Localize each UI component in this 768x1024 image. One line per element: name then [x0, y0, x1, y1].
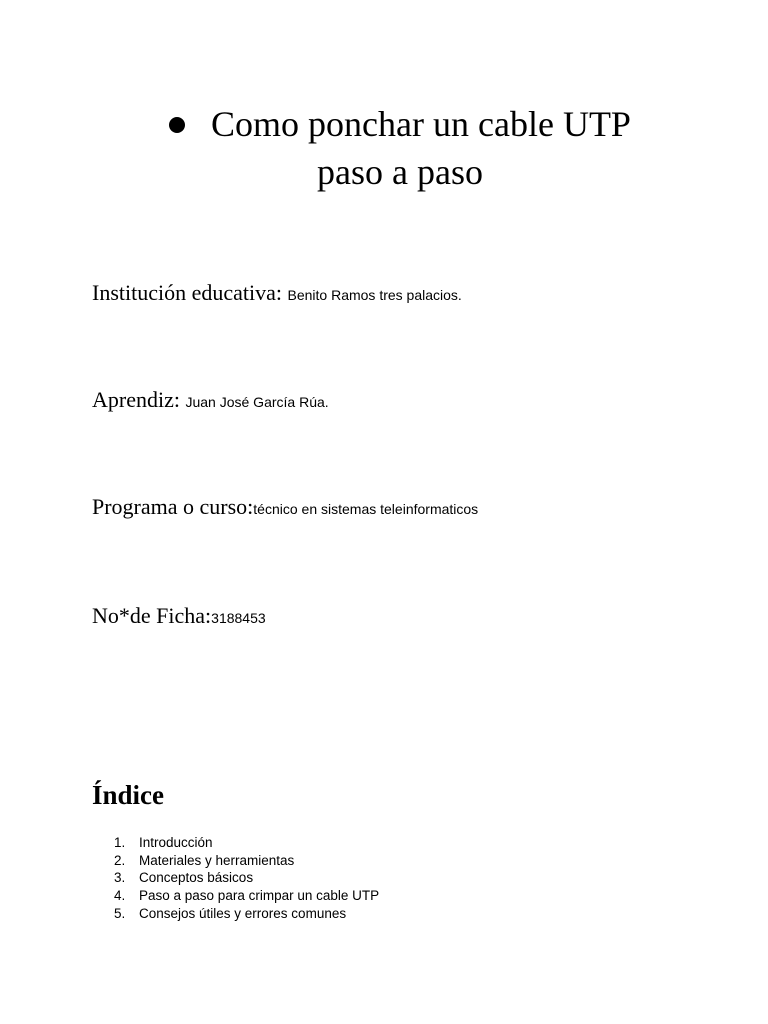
- field-apprentice: [92, 387, 329, 413]
- list-item: [114, 869, 379, 887]
- field-label: Institución educativa:: [92, 280, 288, 305]
- list-item: [114, 834, 379, 852]
- list-item-number: 4.: [114, 888, 126, 904]
- list-item: [114, 852, 379, 870]
- list-item-number: 2.: [114, 852, 126, 868]
- title-text-1: Como ponchar un cable UTP: [211, 104, 631, 144]
- list-item-text: Consejos útiles y errores comunes: [139, 905, 347, 921]
- index-heading: Índice: [92, 780, 165, 810]
- list-item: [114, 887, 379, 905]
- list-item-text: Conceptos básicos: [139, 870, 254, 886]
- title-line-1: [100, 100, 700, 148]
- field-label: Aprendiz:: [92, 387, 186, 412]
- field-value: 3188453: [211, 610, 266, 626]
- list-item-text: Materiales y herramientas: [139, 852, 295, 868]
- title-line-2: paso a paso: [317, 152, 483, 192]
- field-label: No*de Ficha:: [92, 603, 212, 628]
- index-list: [114, 834, 379, 923]
- field-value: Juan José García Rúa.: [185, 394, 329, 410]
- field-program: [92, 494, 478, 520]
- document-title: [100, 100, 700, 196]
- list-item-text: Introducción: [139, 835, 213, 850]
- field-institution: [92, 280, 462, 306]
- list-item-number: 3.: [114, 870, 126, 886]
- field-ficha-number: [92, 603, 266, 629]
- field-value: Benito Ramos tres palacios.: [287, 287, 462, 303]
- list-item-number: 1.: [114, 835, 126, 850]
- list-item-text: Paso a paso para crimpar un cable UTP: [139, 888, 380, 904]
- field-value: técnico en sistemas teleinformaticos: [253, 501, 479, 517]
- field-label: Programa o curso:: [92, 494, 254, 519]
- list-item: [114, 905, 379, 923]
- list-item-number: 5.: [114, 905, 126, 921]
- bullet-icon: [169, 117, 185, 133]
